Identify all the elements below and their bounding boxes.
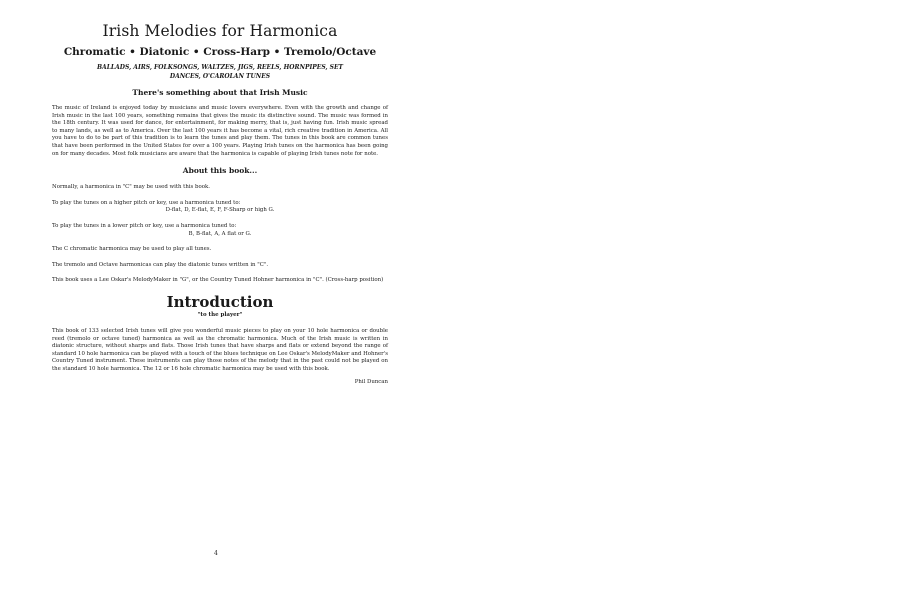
about-line-4: The C chromatic harmonica may be used to play all tunes. (52, 246, 212, 253)
about-line-3: To play the tunes in a lower pitch or key, use a harmonica tuned to: (52, 222, 237, 229)
about-line-2: To play the tunes on a higher pitch or key, use a harmonica tuned to: (52, 199, 241, 206)
introduction-paragraph: This book of 133 selected Irish tunes will give you wonderful music pieces to play on your 10 hole harmonica or double reed (tremolo or octave tuned) harmonica as well as the chromatic harmonica. Much of the Irish music is written in diatonic structure, without sharps and flats. Those Irish tunes that have sharps and flats or extend beyond the range of standard 10 hole harmonica can be played with a touch of the blues technique on Lee Oskar's MelodyMaker and Hohner's Country Tuned instrument. These instruments can play those notes of the melody that in the past could not be played on the standard 10 hole harmonica. The 12 or 16 hole chromatic harmonica may be used with this book. (52, 327, 388, 372)
text-column (52, 22, 388, 385)
about-line-1: Normally, a harmonica in "C" may be used with this book. (52, 184, 210, 191)
about-line-5: The tremolo and Octave harmonicas can play the diatonic tunes written in "C". (52, 261, 269, 268)
heading-irish-music: There's something about that Irish Music (132, 88, 308, 97)
about-line-2-keys: D-flat, D, E-flat, E, F, F-Sharp or high G. (165, 207, 275, 214)
introduction-subtitle: "to the player" (197, 311, 243, 318)
introduction-title: Introduction (166, 292, 274, 311)
heading-about-book: About this book... (182, 166, 258, 176)
author-signature: Phil Duncan (354, 379, 388, 386)
irish-music-paragraph: The music of Ireland is enjoyed today by musicians and music lovers everywhere. Even with the growth and change of Irish music in the last 100 years, something remains that gives the music its distinctive sound. The music was formed in the 18th century. It was used for dance, for entertainment, for making merry, that is, just having fun. Irish music spread to many lands, as well as to America. Over the last 100 years it has become a vital, rich creative tradition in America. All you have to do to be part of this tradition is to learn the tunes and play them. The tunes in this book are common tunes that have been performed in the United States for over a 100 years. Playing Irish tunes on the harmonica has been going on for many decades. Most folk musicians are aware that the harmonica is capable of playing Irish tunes note for note. (52, 105, 388, 157)
genre-list: BALLADS, AIRS, FOLKSONGS, WALTZES, JIGS, REELS, HORNPIPES, SET DANCES, O'CAROLAN TUNES (96, 64, 344, 80)
about-line-3-keys: B, B-flat, A, A flat or G. (188, 230, 252, 237)
book-title: Irish Melodies for Harmonica (102, 22, 338, 40)
book-subtitle: Chromatic • Diatonic • Cross-Harp • Tremolo/Octave (63, 46, 377, 58)
about-line-6: This book uses a Lee Oskar's MelodyMaker in "G", or the Country Tuned Hohner harmonica in "C". (Cross-harp position) (52, 277, 384, 284)
page-number: 4 (214, 550, 218, 557)
